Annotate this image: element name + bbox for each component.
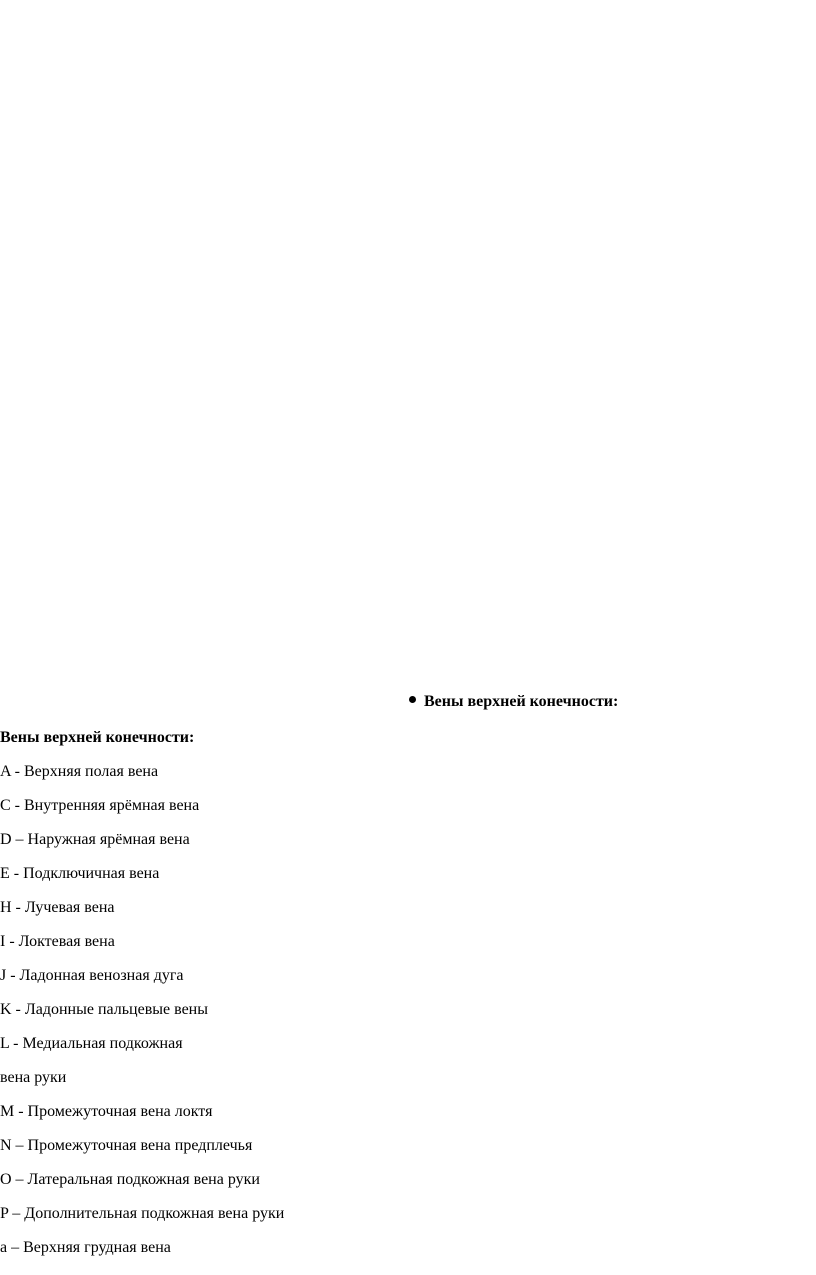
section-title: Вены верхней конечности: xyxy=(0,729,195,746)
list-item: A - Верхняя полая вена xyxy=(0,763,159,780)
list-item: P – Дополнительная подкожная вена руки xyxy=(0,1205,285,1222)
list-item: E - Подключичная вена xyxy=(0,865,160,882)
list-item: O – Латеральная подкожная вена руки xyxy=(0,1171,260,1188)
bullet-dot-icon xyxy=(409,696,416,703)
list-item: D – Наружная ярёмная вена xyxy=(0,831,190,848)
list-item: J - Ладонная венозная дуга xyxy=(0,967,184,984)
list-item: K - Ладонные пальцевые вены xyxy=(0,1001,208,1018)
list-item: H - Лучевая вена xyxy=(0,899,115,916)
list-item: M - Промежуточная вена локтя xyxy=(0,1103,213,1120)
list-item: a – Верхняя грудная вена xyxy=(0,1239,171,1256)
list-item: C - Внутренняя ярёмная вена xyxy=(0,797,200,814)
list-item: L - Медиальная подкожная xyxy=(0,1035,183,1052)
bullet-heading xyxy=(409,692,618,712)
list-item: вена руки xyxy=(0,1069,67,1086)
list-item: I - Локтевая вена xyxy=(0,933,115,950)
list-item: N – Промежуточная вена предплечья xyxy=(0,1137,253,1154)
bullet-heading-text: Вены верхней конечности: xyxy=(424,693,619,710)
vein-list xyxy=(0,762,284,1272)
